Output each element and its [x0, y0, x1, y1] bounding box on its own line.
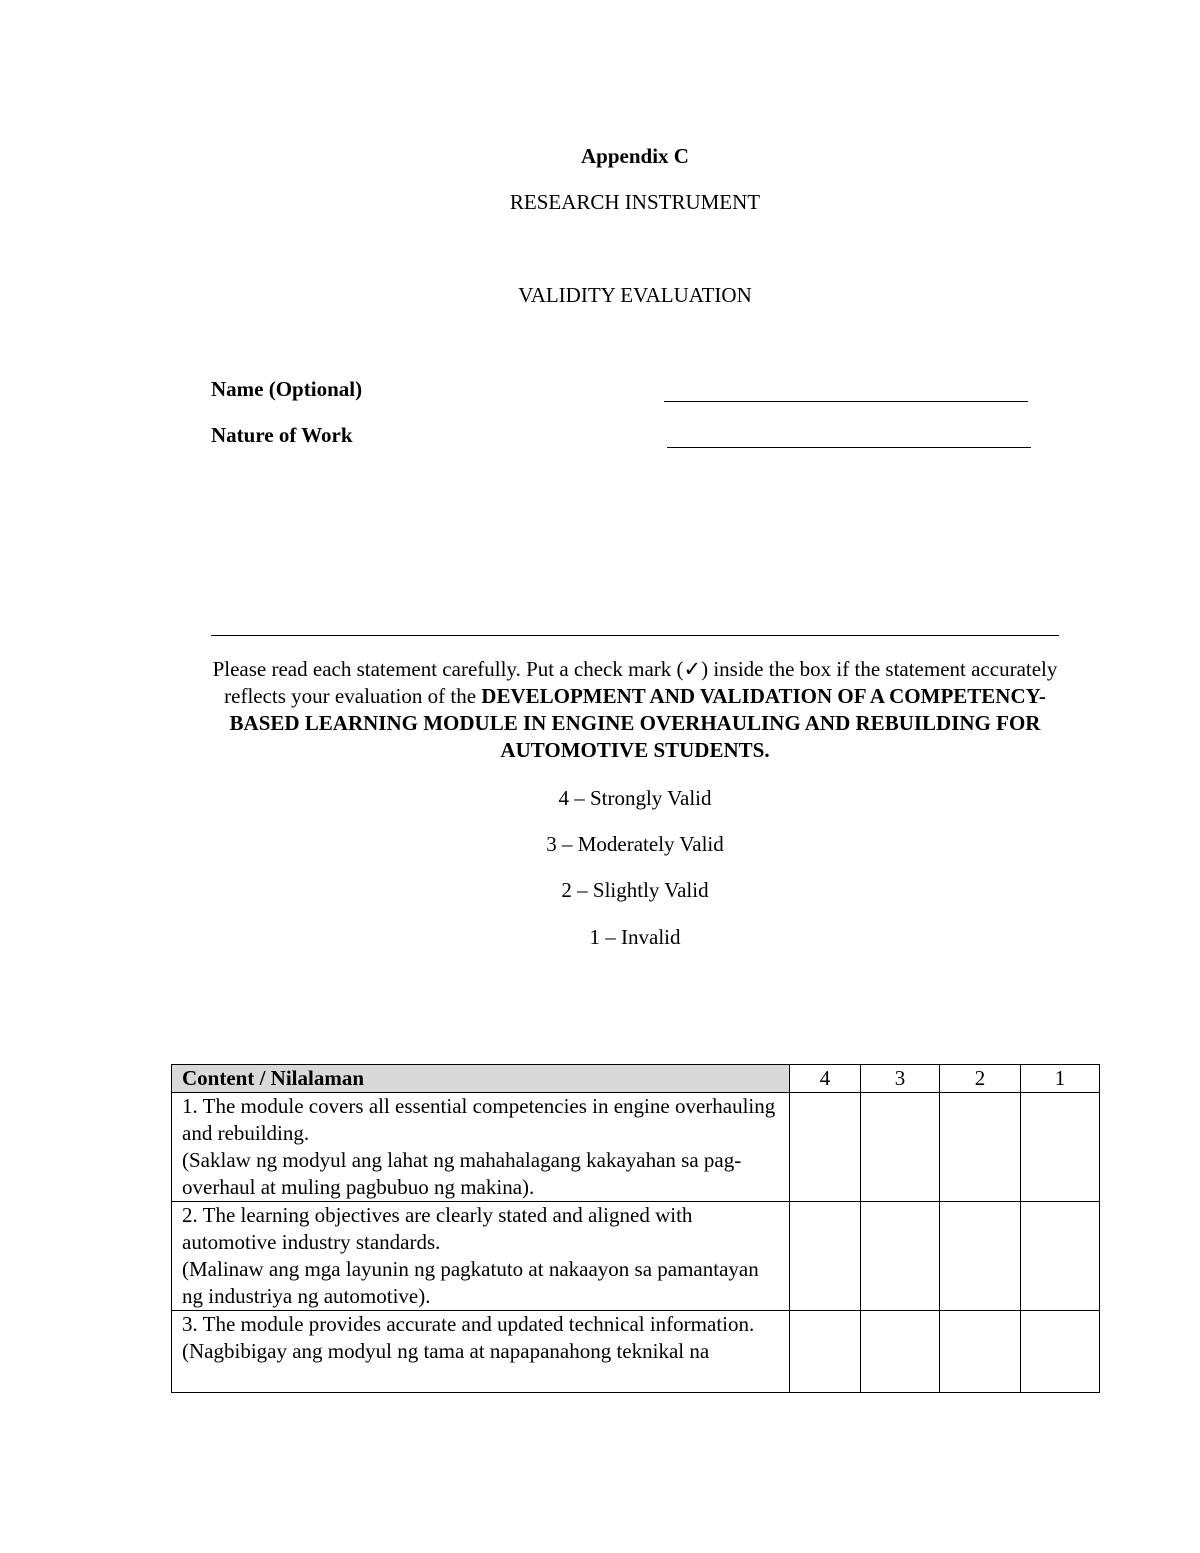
statement-filipino: (Malinaw ang mga layunin ng pagkatuto at nakaayon sa pamantayan ng industriya ng automotive).	[182, 1257, 759, 1308]
table-header-row	[172, 1065, 1100, 1093]
statement-cell	[172, 1202, 790, 1311]
score-column-1: 1	[1021, 1065, 1100, 1093]
table-row	[172, 1311, 1100, 1393]
validity-evaluation-title: VALIDITY EVALUATION	[518, 283, 752, 307]
check-box-2[interactable]	[940, 1311, 1021, 1393]
name-field-label: Name (Optional)	[211, 377, 363, 401]
content-column-header: Content / Nilalaman	[172, 1065, 790, 1093]
check-box-1[interactable]	[1021, 1202, 1100, 1311]
scale-item-slightly-valid: 2 – Slightly Valid	[561, 878, 709, 902]
study-title: DEVELOPMENT AND VALIDATION OF A COMPETENCY-BASED LEARNING MODULE IN ENGINE OVERHAULING AND REBUILDING FOR AUTOMOTIVE STUDENTS.	[229, 684, 1046, 762]
check-box-1[interactable]	[1021, 1093, 1100, 1202]
check-box-2[interactable]	[940, 1093, 1021, 1202]
statement-filipino: (Saklaw ng modyul ang lahat ng mahahalagang kakayahan sa pag-overhaul at muling pagbubuo ng makina).	[182, 1148, 742, 1199]
evaluation-table	[171, 1064, 1100, 1393]
check-box-3[interactable]	[861, 1311, 940, 1393]
scale-item-invalid: 1 – Invalid	[589, 925, 681, 949]
table-row	[172, 1202, 1100, 1311]
statement-english: 2. The learning objectives are clearly stated and aligned with automotive industry standards.	[182, 1203, 693, 1254]
section-divider	[211, 635, 1059, 636]
instructions-paragraph	[205, 656, 1065, 764]
check-box-4[interactable]	[790, 1202, 861, 1311]
instrument-title: RESEARCH INSTRUMENT	[509, 190, 761, 214]
appendix-title: Appendix C	[581, 144, 689, 168]
nature-of-work-line[interactable]	[667, 447, 1031, 448]
statement-english: 1. The module covers all essential competencies in engine overhauling and rebuilding.	[182, 1094, 776, 1145]
check-box-4[interactable]	[790, 1093, 861, 1202]
score-column-2: 2	[940, 1065, 1021, 1093]
scale-item-strongly-valid: 4 – Strongly Valid	[558, 786, 712, 810]
instructions-text: Please read each statement carefully. Put a check mark (✓) inside the box if the statement accurately reflects your evaluation of the	[212, 657, 1058, 708]
table-row	[172, 1093, 1100, 1202]
check-box-3[interactable]	[861, 1093, 940, 1202]
nature-of-work-label: Nature of Work	[211, 423, 353, 447]
statement-cell	[172, 1093, 790, 1202]
statement-cell	[172, 1311, 790, 1393]
score-column-3: 3	[861, 1065, 940, 1093]
check-box-3[interactable]	[861, 1202, 940, 1311]
name-field-line[interactable]	[664, 401, 1028, 402]
scale-item-moderately-valid: 3 – Moderately Valid	[546, 832, 724, 856]
check-box-2[interactable]	[940, 1202, 1021, 1311]
statement-filipino: (Nagbibigay ang modyul ng tama at napapanahong teknikal na	[182, 1339, 710, 1363]
check-box-4[interactable]	[790, 1311, 861, 1393]
statement-english: 3. The module provides accurate and updated technical information.	[182, 1312, 755, 1336]
score-column-4: 4	[790, 1065, 861, 1093]
check-box-1[interactable]	[1021, 1311, 1100, 1393]
